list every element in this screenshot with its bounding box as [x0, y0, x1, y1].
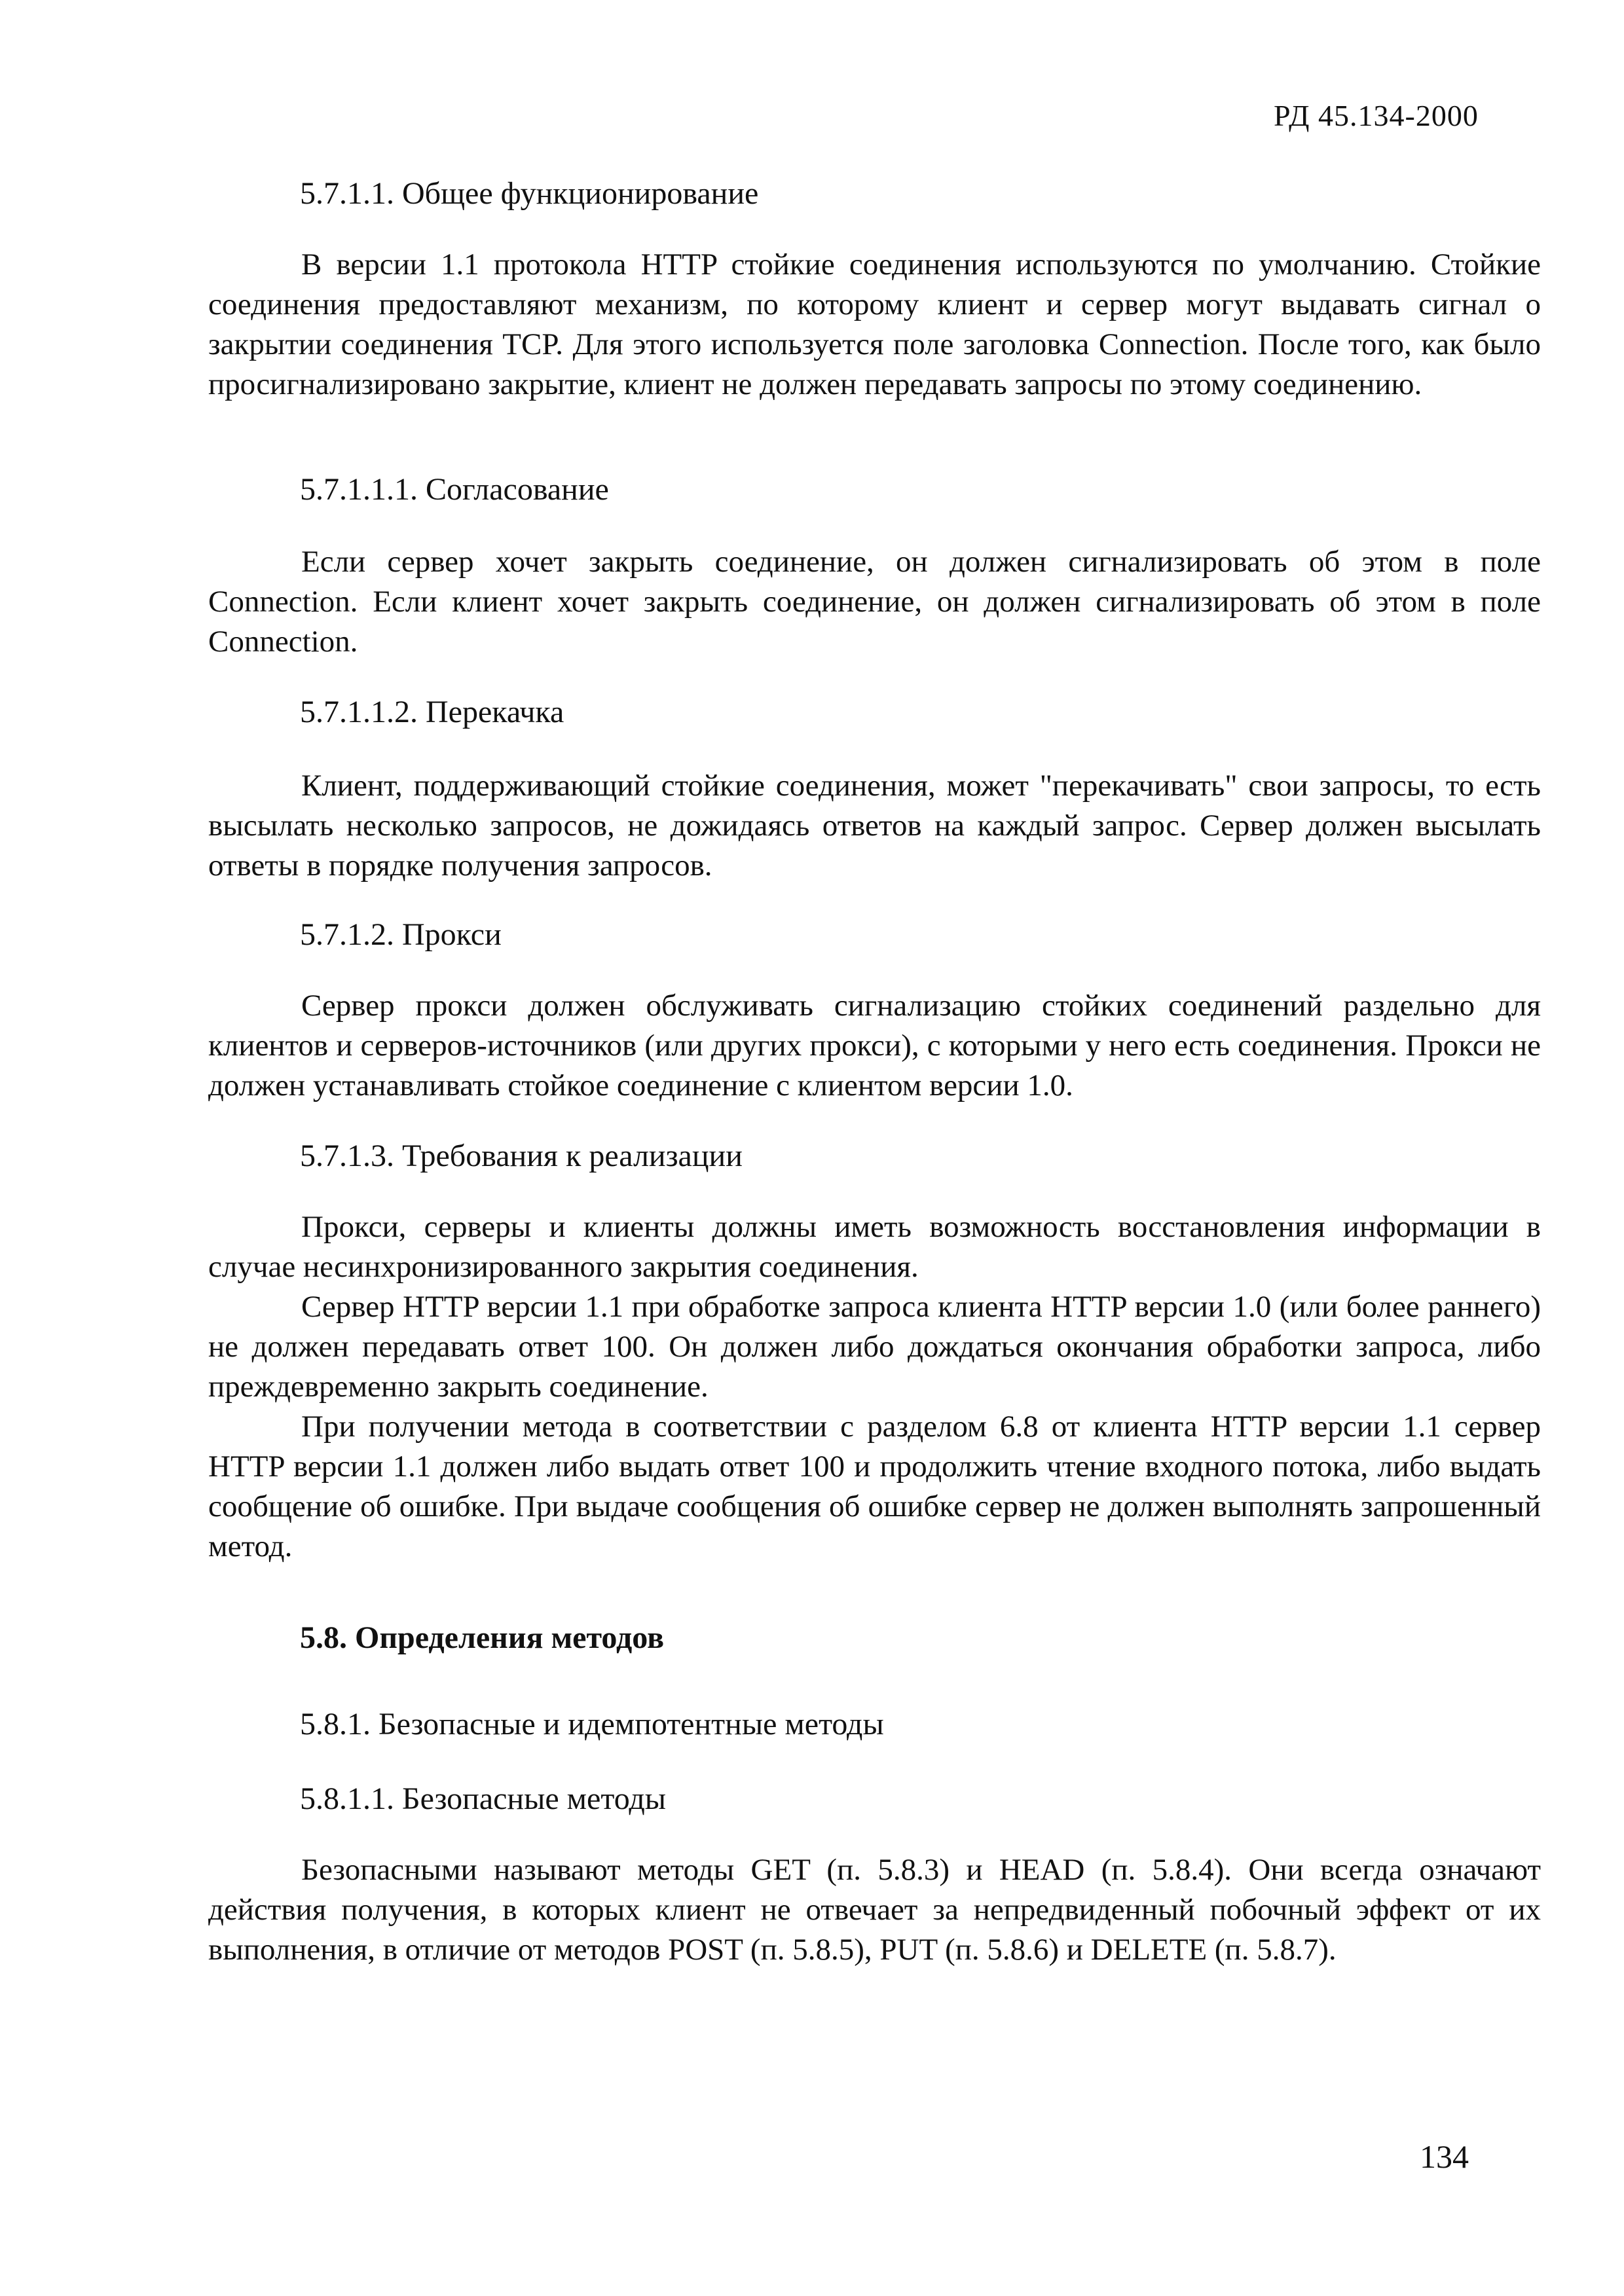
section-heading-5-7-1-2: 5.7.1.2. Прокси: [300, 917, 502, 952]
section-heading-5-7-1-1: 5.7.1.1. Общее функционирование: [300, 176, 759, 211]
paragraph-requirements-2: Сервер HTTP версии 1.1 при обработке запроса клиента HTTP версии 1.0 (или более раннего) не должен передавать ответ 100. Он должен либо дождаться окончания обработки запроса, либо преждевременно закрыть соединение.: [208, 1290, 1541, 1404]
paragraph-requirements-1: Прокси, серверы и клиенты должны иметь возможность восстановления информации в случае несинхронизированного закрытия соединения.: [208, 1210, 1541, 1284]
section-heading-5-7-1-1-1: 5.7.1.1.1. Согласование: [300, 472, 609, 507]
section-heading-5-8-1-1: 5.8.1.1. Безопасные методы: [300, 1781, 666, 1816]
section-heading-5-7-1-3: 5.7.1.3. Требования к реализации: [300, 1139, 743, 1173]
page-number: 134: [1420, 2138, 1469, 2175]
paragraph-requirements-3: При получении метода в соответствии с разделом 6.8 от клиента HTTP версии 1.1 сервер HTTP версии 1.1 должен либо выдать ответ 100 и продолжить чтение входного потока, либо выдать сообщение об ошибке. При выдаче сообщения об ошибке сервер не должен выполнять запрошенный метод.: [208, 1410, 1541, 1563]
paragraph-http-persistent: В версии 1.1 протокола HTTP стойкие соединения используются по умолчанию. Стойкие соединения предоставляют механизм, по которому клиент и сервер могут выдавать сигнал о закрытии соединения TCP. Для этого используется поле заголовка Connection. После того, как было просигнализировано закрытие, клиент не должен передавать запросы по этому соединению.: [208, 247, 1541, 401]
document-code: РД 45.134-2000: [1274, 99, 1479, 132]
paragraph-negotiation: Если сервер хочет закрыть соединение, он должен сигнализировать об этом в поле Connection. Если клиент хочет закрыть соединение, он должен сигнализировать об этом в поле Connection.: [208, 545, 1541, 659]
paragraph-safe-methods: Безопасными называют методы GET (п. 5.8.3) и HEAD (п. 5.8.4). Они всегда означают действия получения, в которых клиент не отвечает за непредвиденный побочный эффект от их выполнения, в отличие от методов POST (п. 5.8.5), PUT (п. 5.8.6) и DELETE (п. 5.8.7).: [208, 1853, 1541, 1967]
section-heading-5-8-1: 5.8.1. Безопасные и идемпотентные методы: [300, 1707, 884, 1741]
paragraph-pipelining: Клиент, поддерживающий стойкие соединения, может "перекачивать" свои запросы, то есть высылать несколько запросов, не дожидаясь ответов на каждый запрос. Сервер должен высылать ответы в порядке получения запросов.: [208, 769, 1541, 883]
paragraph-proxy: Сервер прокси должен обслуживать сигнализацию стойких соединений раздельно для клиентов и серверов-источников (или других прокси), с которыми у него есть соединения. Прокси не должен устанавливать стойкое соединение с клиентом версии 1.0.: [208, 989, 1541, 1102]
section-heading-5-8: 5.8. Определения методов: [300, 1620, 665, 1655]
section-heading-5-7-1-1-2: 5.7.1.1.2. Перекачка: [300, 695, 564, 729]
